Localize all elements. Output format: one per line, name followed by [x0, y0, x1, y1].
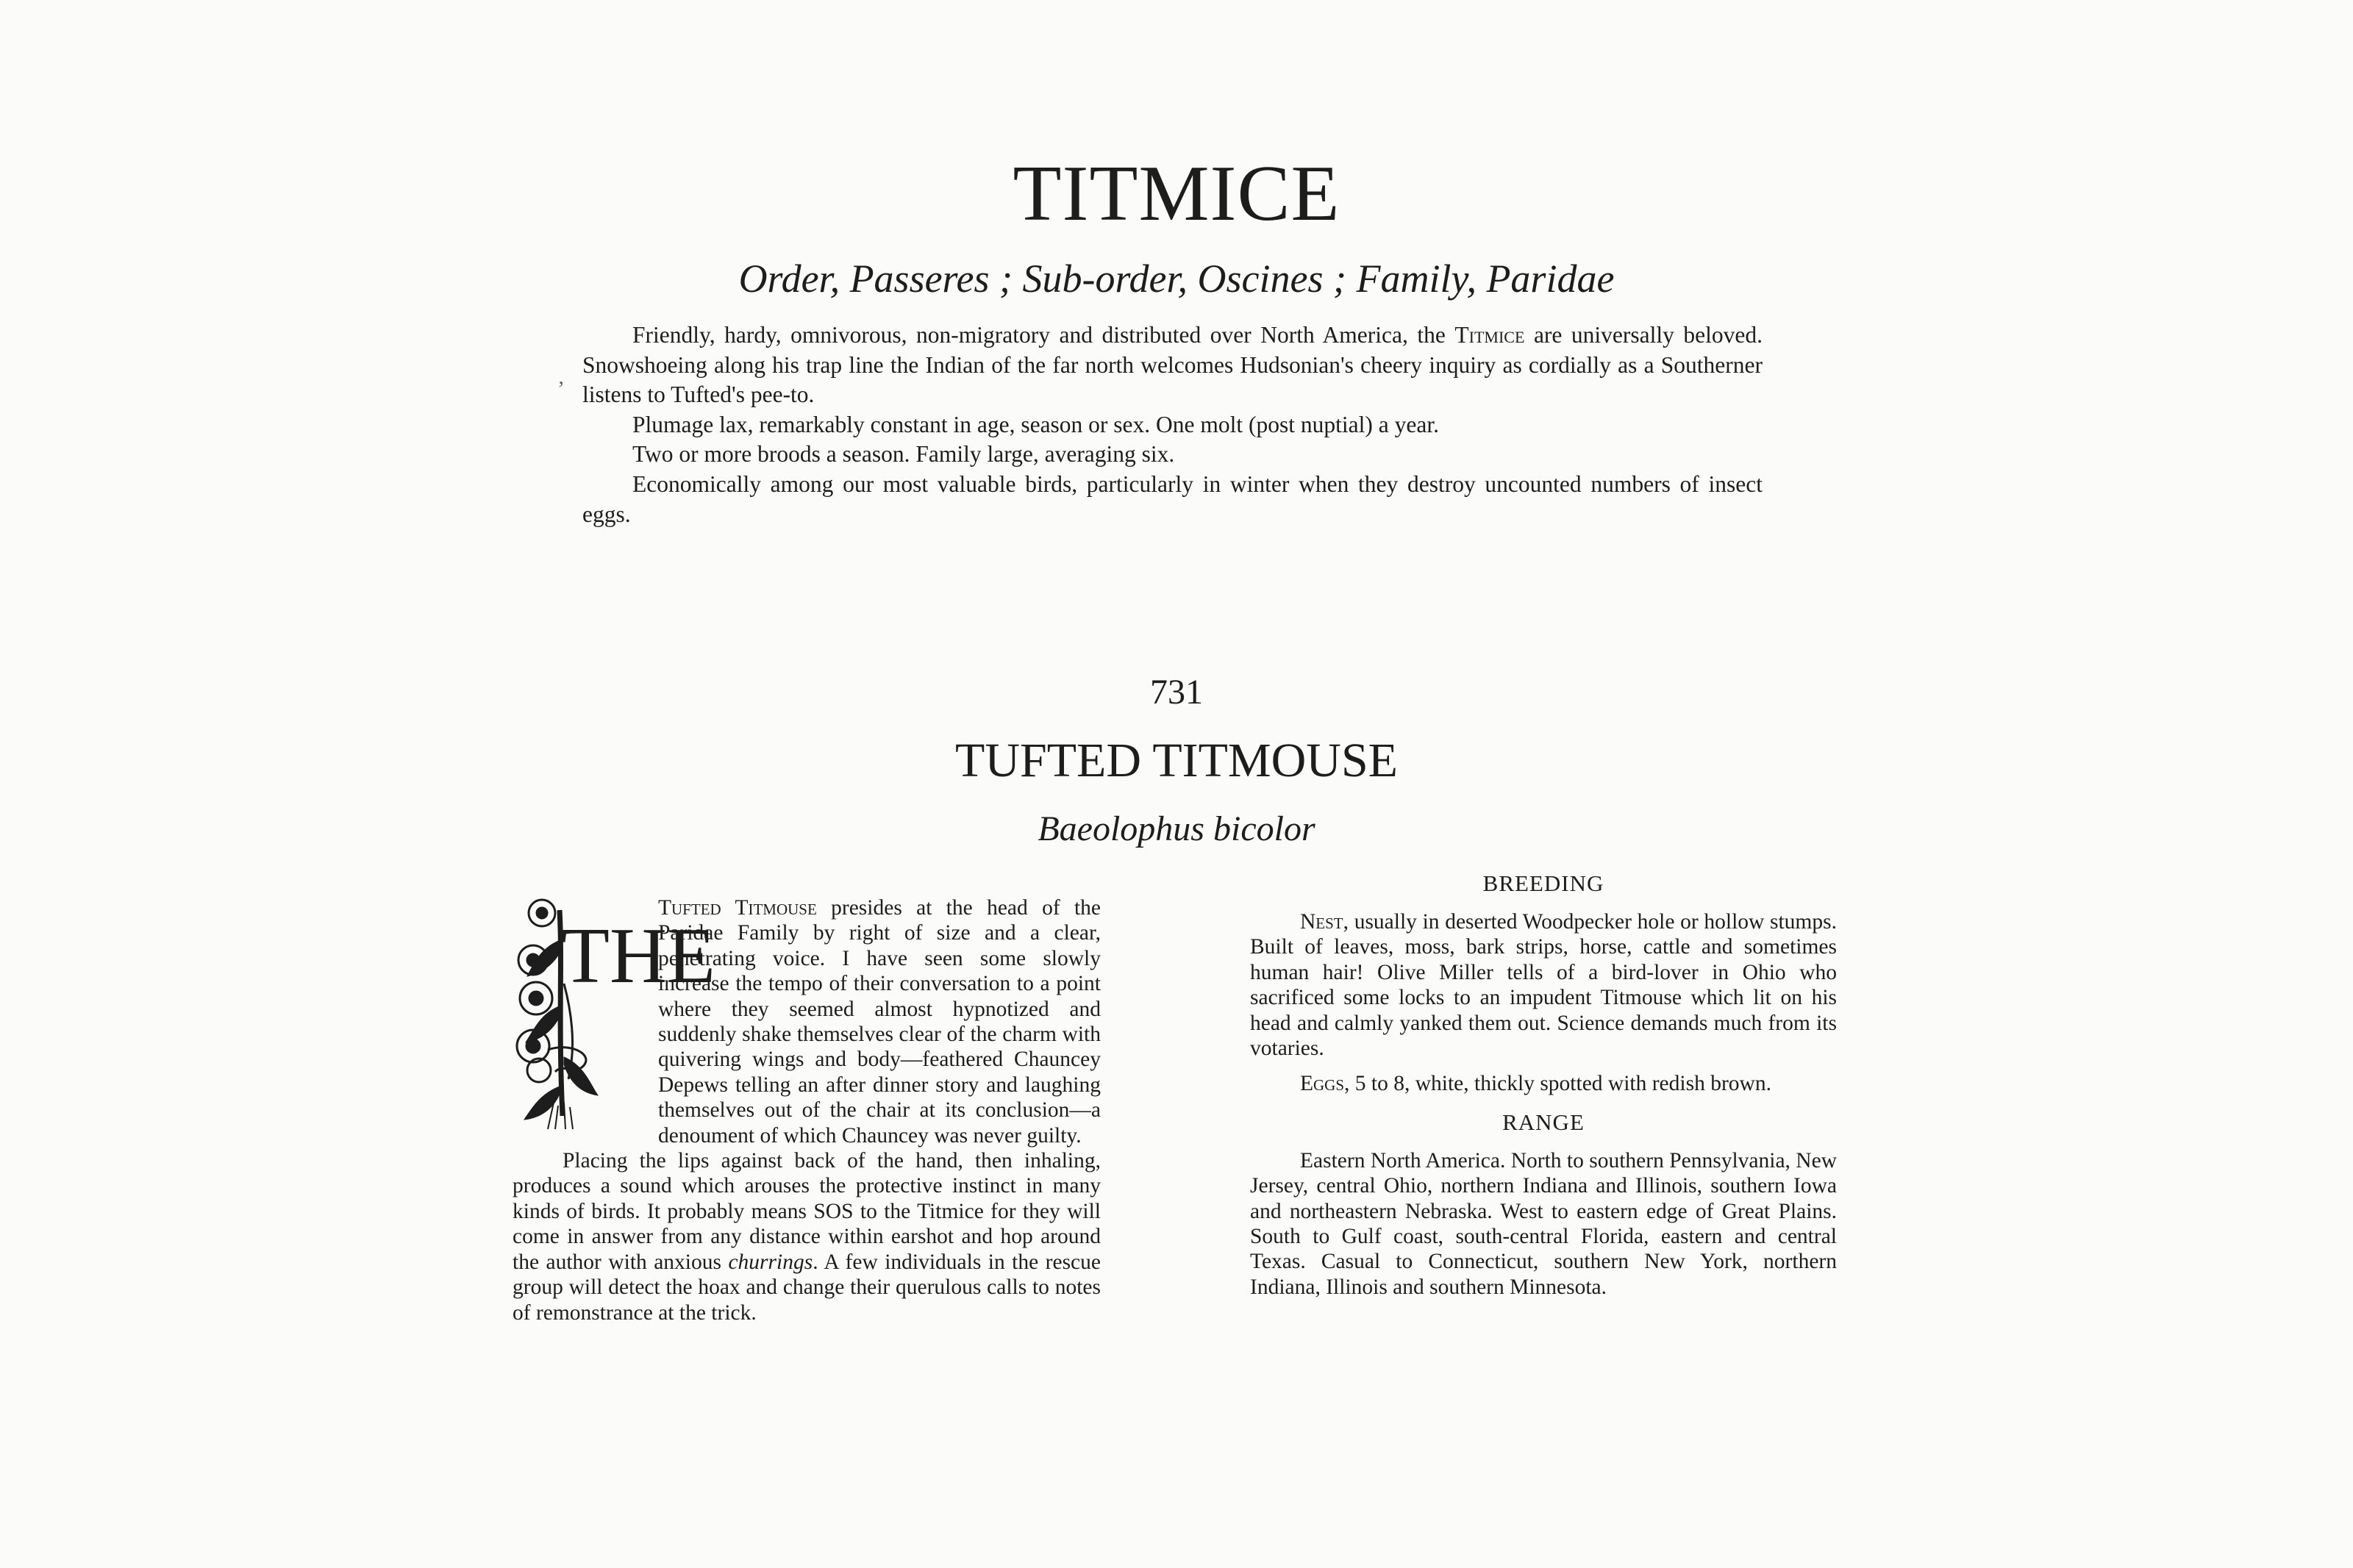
- titmice-smallcaps: Titmice: [1454, 322, 1525, 348]
- range-paragraph: Eastern North America. North to southern Pennsylvania, New Jersey, central Ohio, northern Indiana and Illinois, southern Iowa and northeastern Nebraska. West to eastern edge of Great Plains. South to Gulf coast, south-central Florida, eastern and central Texas. Casual to Connecticut, southern New York, northern Indiana, Illinois and southern Minnesota.: [1250, 1148, 1837, 1299]
- stray-mark: ‚: [557, 365, 565, 389]
- intro-paragraph-1: Friendly, hardy, omnivorous, non-migratory and distributed over North America, the Titmice are universally beloved. Snowshoeing along his trap line the Indian of the far north welcomes Hudsonian's cheery inquiry as cordially as a Southerner listens to Tufted's pee-to.: [582, 322, 1763, 408]
- tufted-titmouse-smallcaps: Tufted Titmouse: [658, 896, 817, 920]
- left-column: [513, 895, 1101, 1325]
- eggs-paragraph: Eggs, 5 to 8, white, thickly spotted with redish brown.: [1300, 1072, 1771, 1096]
- intro-paragraph-4: Economically among our most valuable birds, particularly in winter when they destroy uncounted numbers of insect eggs.: [582, 470, 1763, 527]
- family-intro: [582, 321, 1763, 529]
- eggs-label: Eggs: [1300, 1072, 1345, 1096]
- species-number: 731: [1150, 673, 1203, 712]
- left-paragraph-2: Placing the lips against back of the hand, then inhaling, produces a sound which arouses the protective instinct in many kinds of birds. It probably means SOS to the Titmice for they will come in answer from any distance within earshot and hop around the author with anxious churrings. A few individuals in the rescue group will detect the hoax and change their querulous calls to notes of remonstrance at the trick.: [513, 1149, 1101, 1325]
- nest-label: Nest: [1300, 910, 1343, 934]
- left-paragraph-1: Tufted Titmouse presides at the head of the Paridae Family by right of size and a clear, penetrating voice. I have seen some slowly increase the tempo of their conversation to a point where they seemed almost hypnotized and suddenly shake themselves clear of the charm with quivering wings and body—feathered Chauncey Depews telling an after dinner story and laughing themselves out of the chair at its conclusion—a denoument of which Chauncey was never guilty.: [658, 896, 1101, 1148]
- right-column: [1250, 871, 1837, 1310]
- range-heading: RANGE: [1502, 1109, 1585, 1135]
- species-name: TUFTED TITMOUSE: [955, 734, 1398, 787]
- decorative-dropcap-illustration: [511, 895, 715, 1131]
- dropcap-letters: THE: [561, 912, 715, 1000]
- churrings-italic: churrings: [728, 1250, 813, 1274]
- intro-paragraph-2: Plumage lax, remarkably constant in age, season or sex. One molt (post nuptial) a year.: [632, 411, 1439, 437]
- family-title: TITMICE: [1013, 150, 1340, 237]
- family-classification: Order, Passeres ; Sub-order, Oscines ; Family, Paridae: [738, 257, 1615, 301]
- nest-paragraph: Nest, usually in deserted Woodpecker hole or hollow stumps. Built of leaves, moss, bark strips, horse, cattle and sometimes human hair! Olive Miller tells of a bird-lover in Ohio who sacrificed some locks to an impudent Titmouse which lit on his head and calmly yanked them out. Science demands much from its votaries.: [1250, 910, 1837, 1061]
- breeding-heading: BREEDING: [1482, 870, 1604, 896]
- intro-paragraph-3: Two or more broods a season. Family large, averaging six.: [632, 441, 1175, 468]
- species-scientific-name: Baeolophus bicolor: [1038, 809, 1315, 848]
